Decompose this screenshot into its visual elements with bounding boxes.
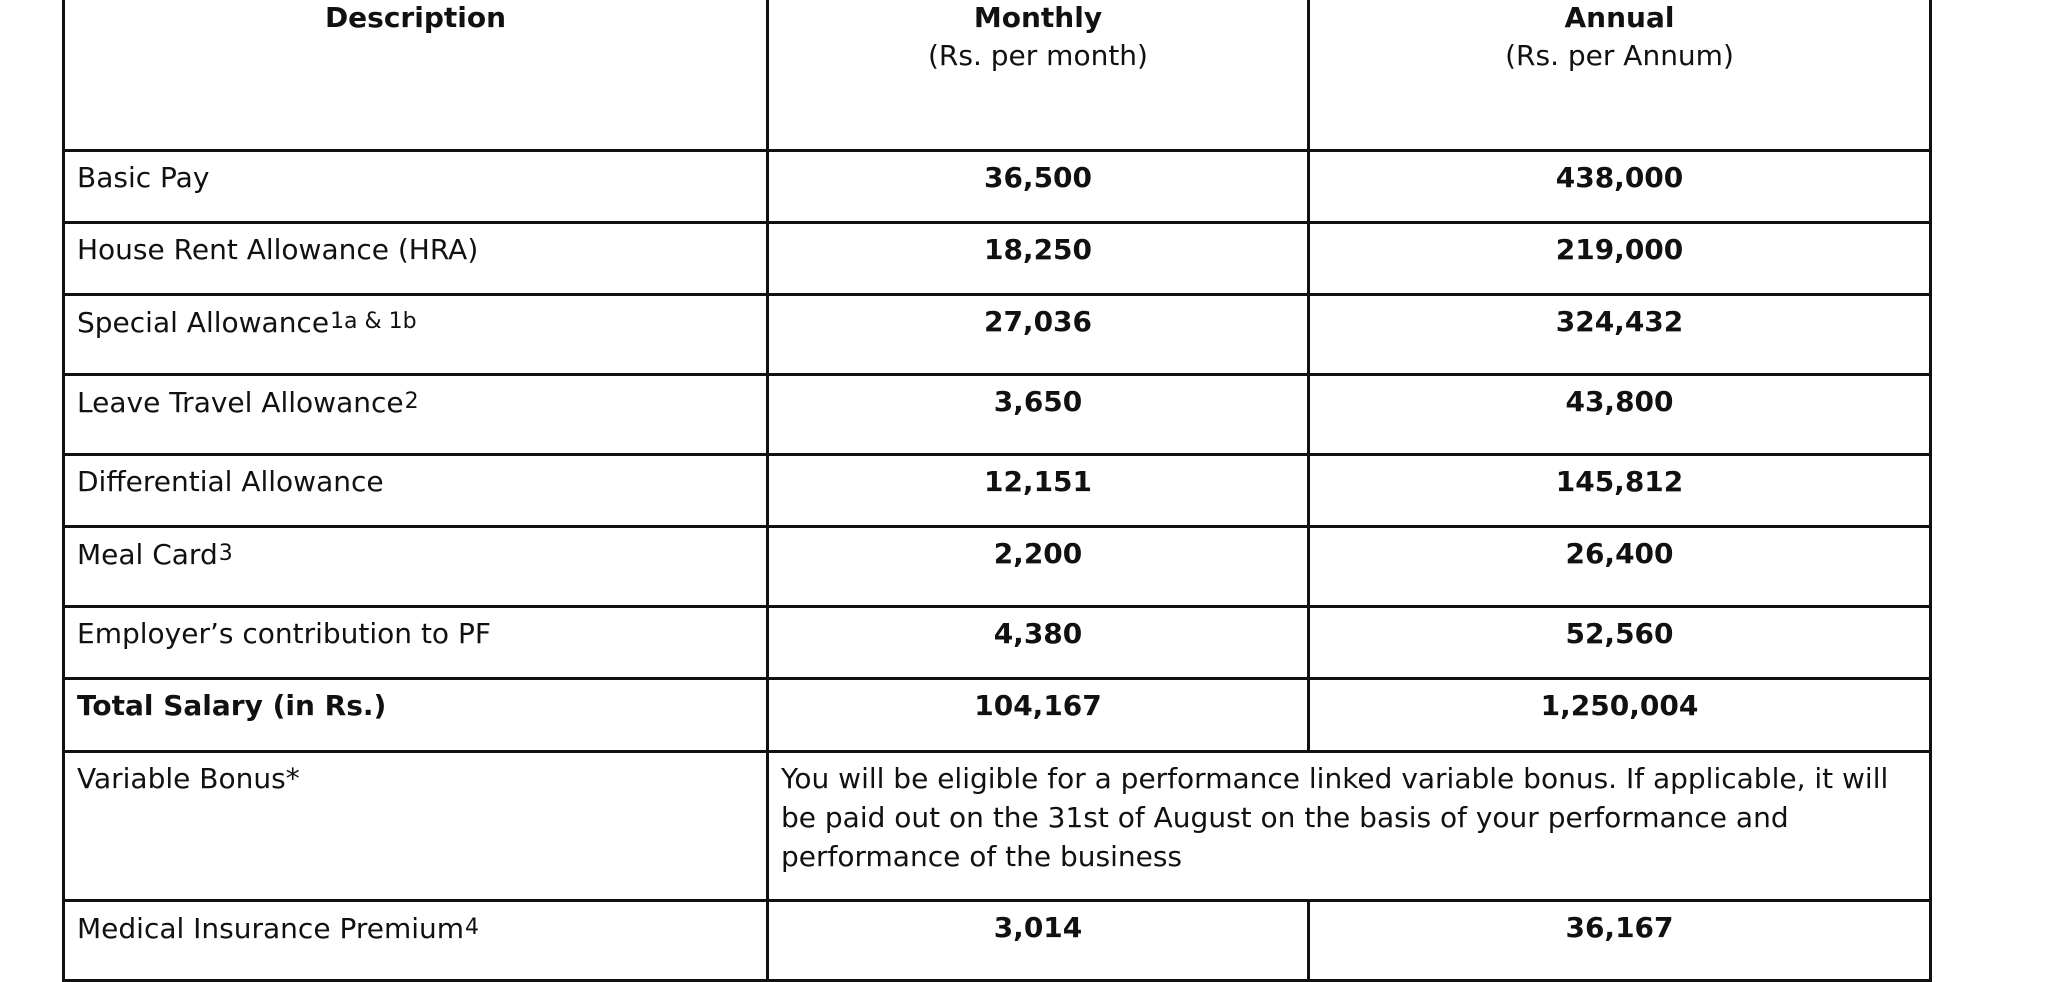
row-label-text: Employer’s contribution to PF <box>77 617 491 650</box>
footnote-marker: 3 <box>218 541 233 566</box>
header-description-title: Description <box>324 1 507 34</box>
row-monthly: 36,500 <box>768 151 1309 223</box>
row-annual: 43,800 <box>1309 375 1931 455</box>
table-row <box>64 151 1931 223</box>
total-label: Total Salary (in Rs.) <box>64 679 768 752</box>
medical-annual: 36,167 <box>1309 901 1931 981</box>
footnote-marker: 4 <box>465 915 480 940</box>
header-annual <box>1309 0 1931 151</box>
row-monthly: 18,250 <box>768 223 1309 295</box>
table-row <box>64 295 1931 375</box>
row-monthly: 12,151 <box>768 455 1309 527</box>
row-label-text: Leave Travel Allowance <box>77 386 404 419</box>
row-label-text: Basic Pay <box>77 161 210 194</box>
row-annual: 145,812 <box>1309 455 1931 527</box>
medical-label-text: Medical Insurance Premium <box>77 912 465 945</box>
header-annual-title: Annual <box>1564 1 1675 34</box>
row-label <box>64 607 768 679</box>
row-label-text: House Rent Allowance (HRA) <box>77 233 479 266</box>
row-annual: 324,432 <box>1309 295 1931 375</box>
header-monthly-title: Monthly <box>973 1 1103 34</box>
table-row <box>64 455 1931 527</box>
total-annual: 1,250,004 <box>1309 679 1931 752</box>
medical-label <box>64 901 768 981</box>
bonus-description: You will be eligible for a performance linked variable bonus. If applicable, it will be paid out on the 31st of August on the basis of your performance and performance of the business <box>768 752 1931 901</box>
row-annual: 26,400 <box>1309 527 1931 607</box>
footnote-marker: 2 <box>404 389 419 414</box>
row-label-text: Meal Card <box>77 538 218 571</box>
table-row <box>64 527 1931 607</box>
total-monthly: 104,167 <box>768 679 1309 752</box>
bonus-label: Variable Bonus* <box>64 752 768 901</box>
row-monthly: 2,200 <box>768 527 1309 607</box>
row-annual: 219,000 <box>1309 223 1931 295</box>
medical-monthly: 3,014 <box>768 901 1309 981</box>
row-label <box>64 295 768 375</box>
row-label <box>64 151 768 223</box>
bonus-row <box>64 752 1931 901</box>
row-label <box>64 375 768 455</box>
header-description <box>64 0 768 151</box>
medical-row <box>64 901 1931 981</box>
row-monthly: 4,380 <box>768 607 1309 679</box>
row-monthly: 3,650 <box>768 375 1309 455</box>
table-row <box>64 607 1931 679</box>
row-annual: 438,000 <box>1309 151 1931 223</box>
row-label <box>64 527 768 607</box>
row-label <box>64 455 768 527</box>
table-row <box>64 375 1931 455</box>
row-label-text: Differential Allowance <box>77 465 384 498</box>
row-label <box>64 223 768 295</box>
table-row <box>64 223 1931 295</box>
header-monthly-unit: (Rs. per month) <box>928 39 1148 72</box>
table-header-row <box>64 0 1931 151</box>
footnote-marker: 1a & 1b <box>330 309 417 334</box>
total-row <box>64 679 1931 752</box>
header-annual-unit: (Rs. per Annum) <box>1505 39 1734 72</box>
row-label-text: Special Allowance <box>77 306 330 339</box>
row-monthly: 27,036 <box>768 295 1309 375</box>
row-annual: 52,560 <box>1309 607 1931 679</box>
header-monthly <box>768 0 1309 151</box>
salary-breakup-table <box>62 0 1932 982</box>
